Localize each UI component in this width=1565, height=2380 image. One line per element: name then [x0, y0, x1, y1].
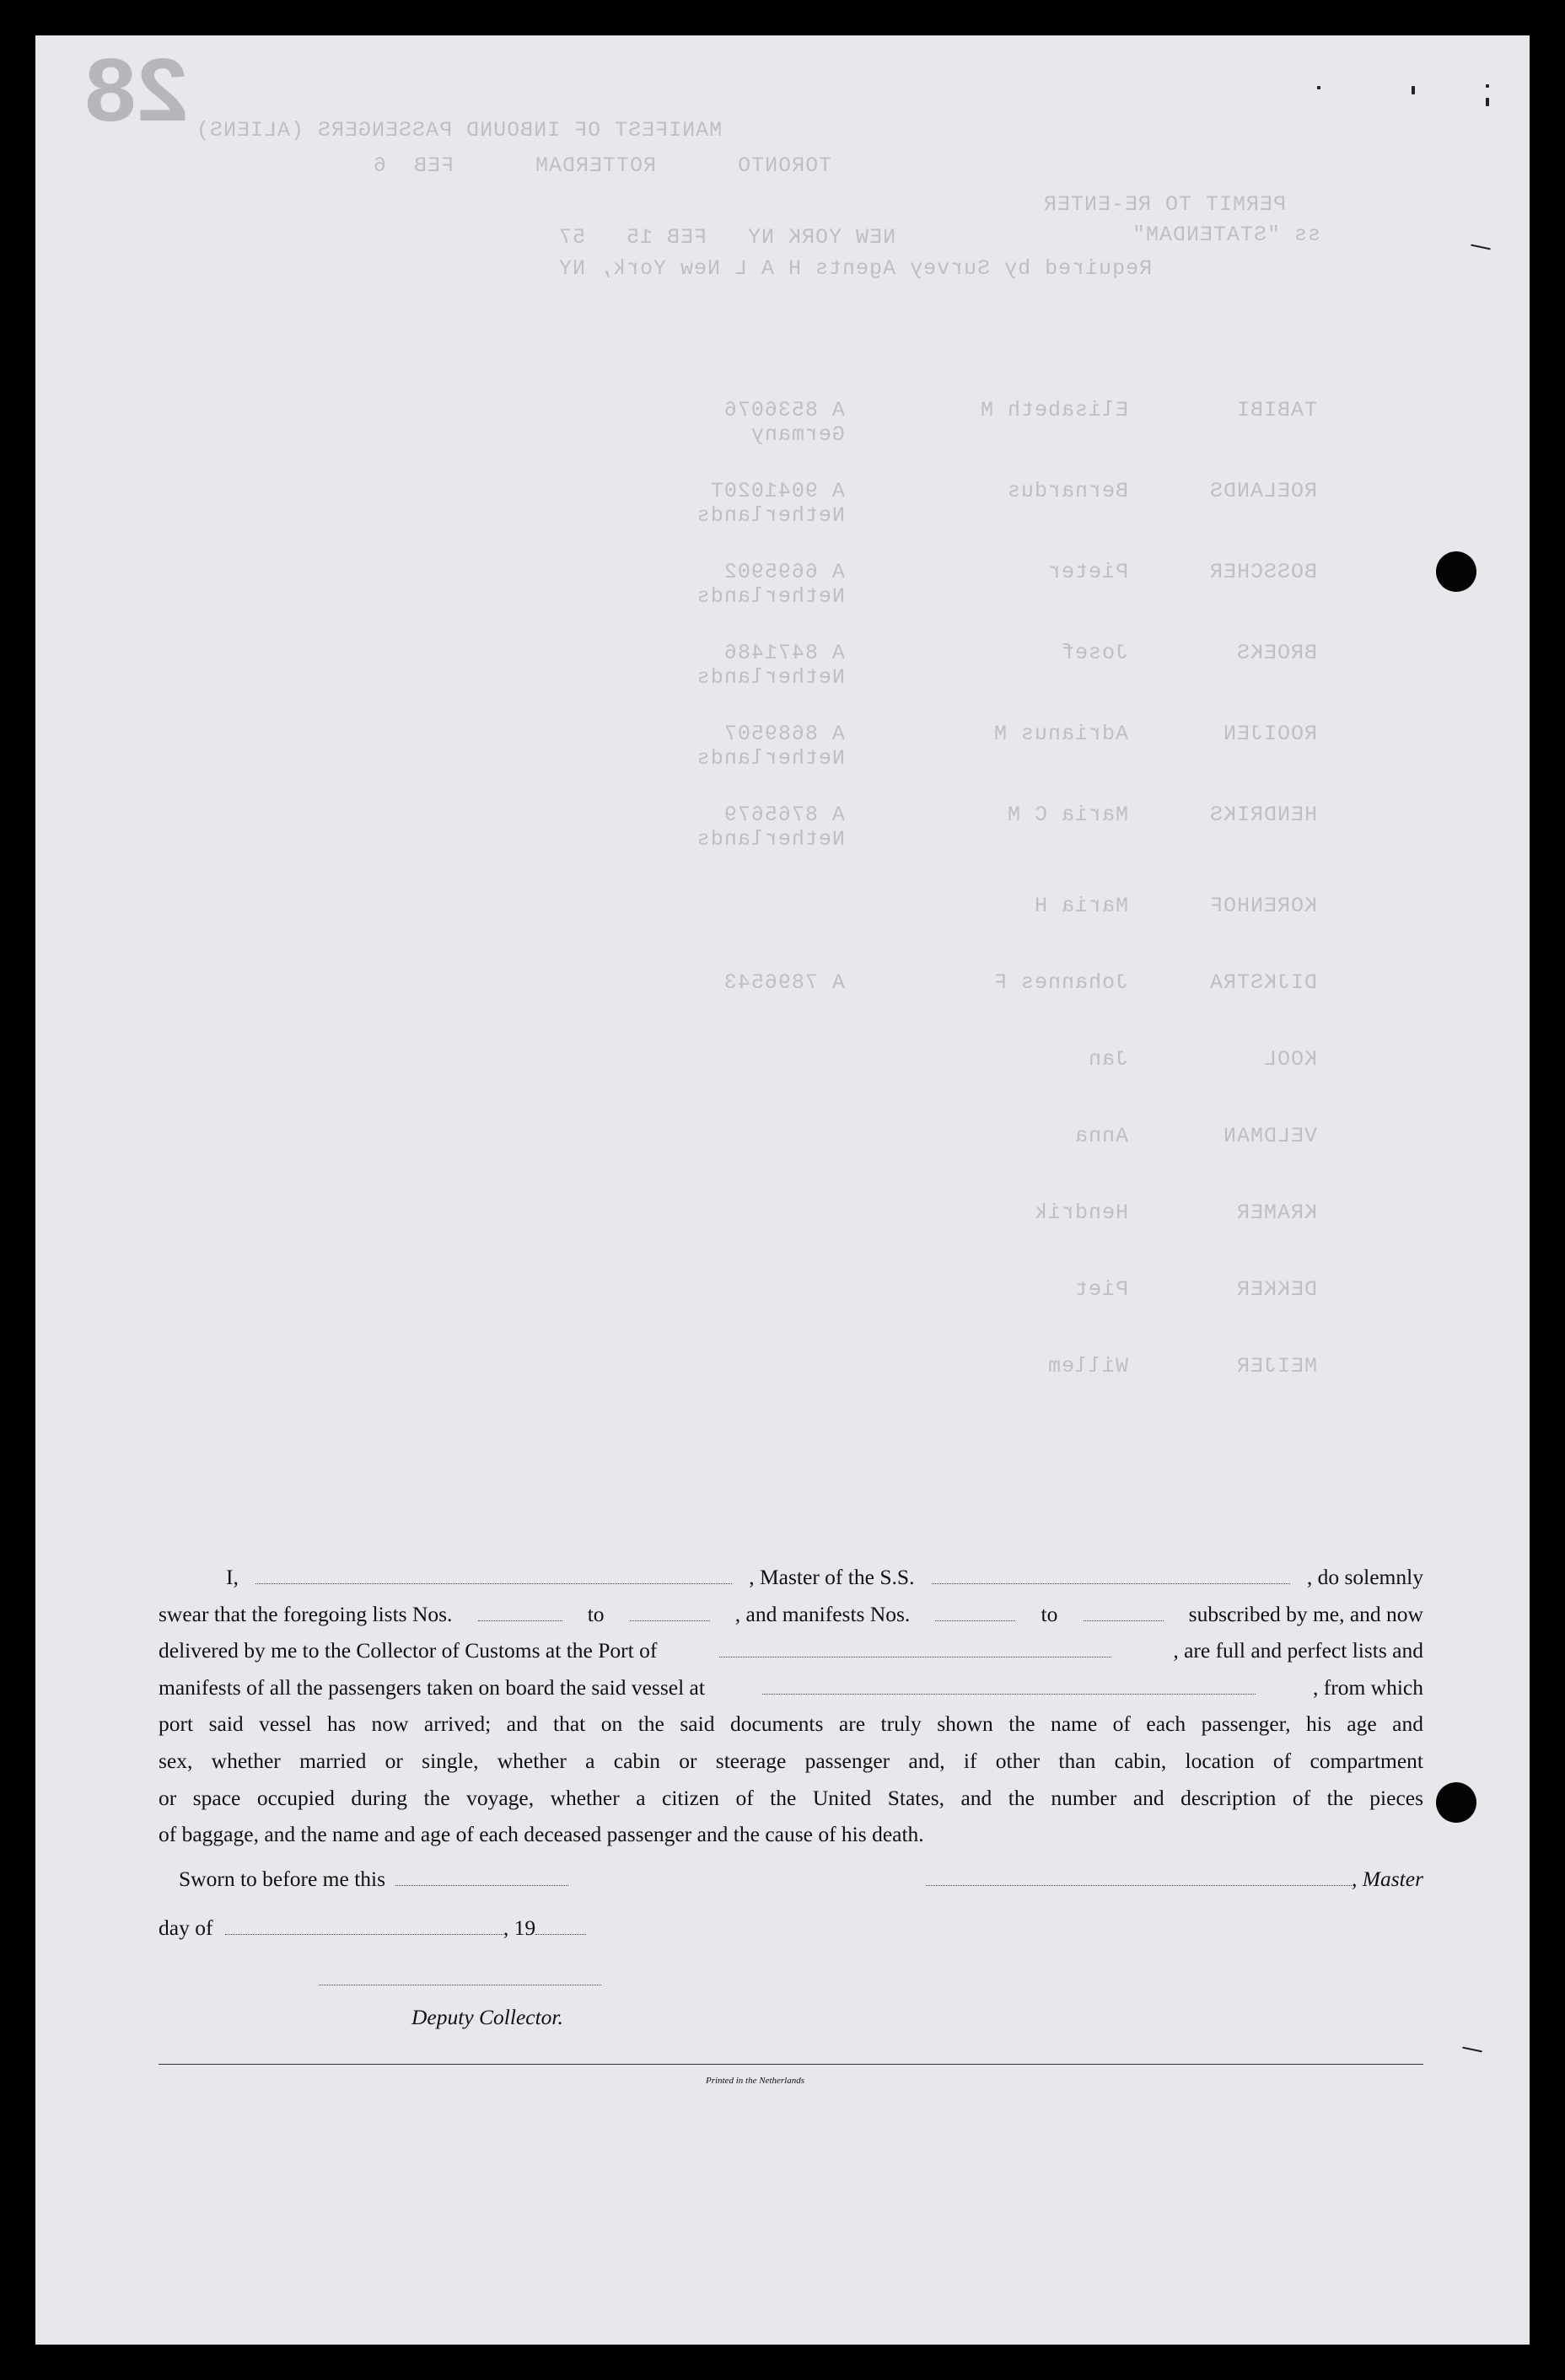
- bleed-through-row: Netherlands: [696, 827, 1317, 852]
- oath-master-of: , Master of the S.S.: [749, 1565, 915, 1589]
- lists-from-field[interactable]: [478, 1605, 562, 1621]
- sworn-label: Sworn to before me this: [179, 1867, 386, 1891]
- day-of-label: day of: [159, 1915, 213, 1940]
- year-label: , 19: [503, 1915, 536, 1940]
- bleed-through-row: Netherlands: [696, 503, 1317, 528]
- speck: [1471, 244, 1491, 250]
- vessel-name-field[interactable]: [932, 1568, 1290, 1584]
- oath-to: to: [1041, 1601, 1058, 1626]
- bleed-through-row: Netherlands: [696, 665, 1317, 690]
- bleed-through-required: Required by Survey Agents H A L New York, NY: [558, 256, 1153, 281]
- speck: [1462, 2047, 1482, 2053]
- oath-lists-nos: swear that the foregoing lists Nos.: [159, 1601, 453, 1626]
- oath-from-which: , from which: [1312, 1674, 1423, 1700]
- bleed-through-row: MEIJER Willem: [1046, 1354, 1317, 1378]
- footer-rule: [159, 2064, 1423, 2065]
- oath-line: [159, 1559, 1423, 1596]
- bleed-through-row: Germany: [750, 422, 1317, 447]
- bleed-through-row: TABIBI Elisabeth M A 8536076: [723, 398, 1317, 422]
- bleed-through-row: ROOIJEN Adrianus M A 8689507: [723, 722, 1317, 746]
- bleed-through-route: TORONTO ROTTERDAM FEB 6: [373, 153, 832, 178]
- bleed-through-arrival: NEW YORK NY FEB 15 57: [558, 225, 896, 250]
- manifests-to-field[interactable]: [1084, 1605, 1164, 1621]
- bleed-through-row: KOOL Jan: [1087, 1047, 1317, 1072]
- oath-line: or space occupied during the voyage, whether a citizen of the United States, and the number and description of the pieces: [159, 1785, 1423, 1810]
- oath-to: to: [587, 1601, 605, 1626]
- oath-full-perfect: , are full and perfect lists and: [1173, 1638, 1423, 1663]
- bleed-through-row: BOSSCHER Pieter A 6695902: [723, 560, 1317, 584]
- punch-hole-top: [1436, 551, 1476, 592]
- bleed-through-rows: [305, 398, 1317, 1378]
- oath-line: of baggage, and the name and age of each deceased passenger and the cause of his death.: [159, 1822, 924, 1847]
- lists-to-field[interactable]: [630, 1605, 710, 1621]
- bleed-through-title: MANIFEST OF INBOUND PASSENGERS (ALIENS): [196, 118, 723, 142]
- master-name-field[interactable]: [255, 1568, 732, 1584]
- bleed-through-row: Netherlands: [696, 746, 1317, 771]
- day-line: [159, 1915, 1423, 1941]
- bleed-through-row: BROEKS Josef A 8471486: [723, 641, 1317, 665]
- year-field[interactable]: [535, 1919, 586, 1935]
- manifest-page: [35, 35, 1530, 2345]
- port-field[interactable]: [719, 1641, 1111, 1657]
- departure-port-field[interactable]: [762, 1679, 1256, 1695]
- speck: [1412, 86, 1415, 94]
- oath-vessel-at: manifests of all the passengers taken on board the said vessel at: [159, 1674, 705, 1700]
- bleed-through-page-number: 28: [86, 44, 191, 149]
- speck: [1317, 86, 1320, 89]
- speck: [1486, 98, 1489, 106]
- oath-solemnly: , do solemnly: [1306, 1565, 1423, 1589]
- oath-line: [159, 1669, 1423, 1706]
- deputy-collector-label: Deputy Collector.: [411, 2005, 563, 2029]
- oath-line: sex, whether married or single, whether a cabin or steerage passenger and, if other than cabin, location of compartment: [159, 1748, 1423, 1773]
- master-label: , Master: [1352, 1867, 1423, 1891]
- punch-hole-bottom: [1436, 1782, 1476, 1823]
- bleed-through-row: VELDMAN Anna: [1073, 1124, 1317, 1148]
- master-signature-field[interactable]: [926, 1870, 1352, 1886]
- oath-line: port said vessel has now arrived; and that on the said documents are truly shown the name of each passenger, his age and: [159, 1711, 1423, 1737]
- bleed-through-vessel: ss "STATENDAM": [1132, 223, 1321, 247]
- oath-manifests-nos: , and manifests Nos.: [734, 1601, 911, 1626]
- bleed-through-row: KORENHOF Maria H: [1033, 894, 1317, 918]
- oath-line: [159, 1632, 1423, 1669]
- oath-subscribed: subscribed by me, and now: [1188, 1601, 1423, 1626]
- printed-in-netherlands: Printed in the Netherlands: [706, 2076, 805, 2086]
- bleed-through-row: DIJKSTRA Johannes F A 7896543: [723, 970, 1317, 995]
- bleed-through-row: Netherlands: [696, 584, 1317, 609]
- oath-paragraph: [159, 1559, 1423, 1853]
- manifests-from-field[interactable]: [935, 1605, 1015, 1621]
- day-of-field[interactable]: [225, 1919, 503, 1935]
- bleed-through-row: ROELANDS Bernardus A 9041020T: [709, 479, 1317, 503]
- bleed-through-row: DEKKER Piet: [1073, 1277, 1317, 1302]
- bleed-through-permit: PERMIT TO RE-ENTER: [1043, 192, 1287, 217]
- bleed-through-row: KRAMER Hendrik: [1033, 1201, 1317, 1225]
- sworn-date-field[interactable]: [395, 1870, 568, 1886]
- oath-i: I,: [226, 1565, 239, 1589]
- bleed-through-row: HENDRIKS Maria C M A 8765679: [723, 803, 1317, 827]
- sworn-line: [159, 1867, 1423, 1892]
- speck: [1486, 84, 1489, 88]
- oath-line: [159, 1596, 1423, 1633]
- oath-port-of: delivered by me to the Collector of Customs at the Port of: [159, 1638, 658, 1663]
